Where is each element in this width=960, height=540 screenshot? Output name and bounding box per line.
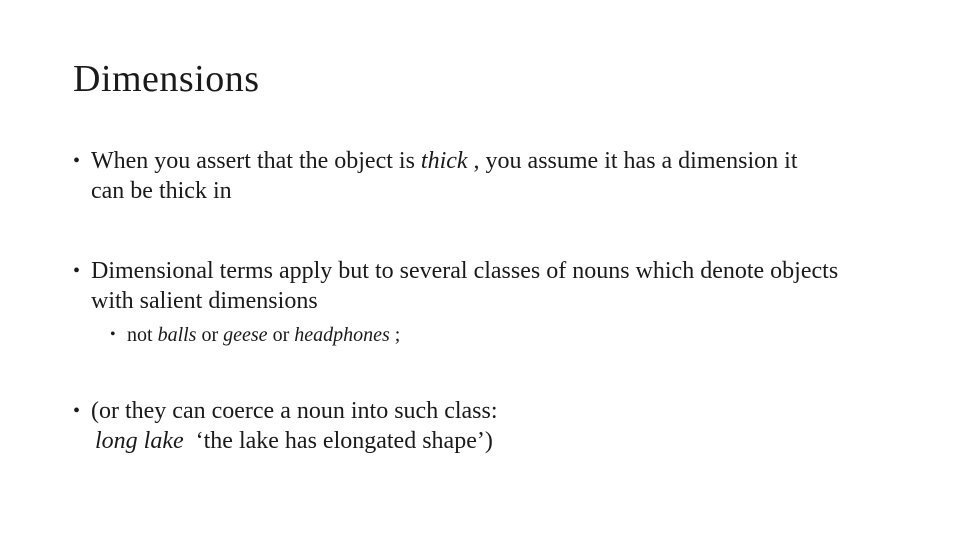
- bullet-text-part: , you assume it has a dimension it can be thick in: [91, 148, 798, 204]
- bullet-item: [73, 396, 673, 456]
- sub-bullet-item: [110, 322, 400, 348]
- bullet-dot: •: [73, 400, 81, 422]
- sub-bullet-text-part: not: [127, 324, 158, 346]
- sub-bullet-text-italic: headphones: [294, 324, 390, 346]
- sub-bullet-text-part: or: [196, 324, 224, 346]
- slide-title: Dimensions: [73, 58, 260, 100]
- bullet-text: Dimensional terms apply but to several classes of nouns which denote objects with salient dimensions: [91, 258, 839, 314]
- bullet-dot: •: [73, 150, 81, 172]
- bullet-dot: •: [73, 260, 81, 282]
- sub-bullet-text-part: ;: [389, 324, 401, 346]
- bullet-text: [91, 146, 833, 206]
- bullet-item: [73, 256, 853, 316]
- sub-bullet-text-italic: geese: [223, 324, 268, 346]
- bullet-text-italic: long lake: [95, 428, 184, 454]
- sub-bullet-text-italic: balls: [157, 324, 197, 346]
- bullet-item: [73, 146, 833, 206]
- bullet-text-line2: [95, 426, 673, 456]
- sub-bullet-text-part: or: [267, 324, 295, 346]
- sub-bullet-text: [127, 322, 400, 348]
- bullet-text-part: ‘the lake has elongated shape’): [189, 428, 493, 454]
- sub-bullet-dot: •: [110, 326, 116, 343]
- bullet-text: (or they can coerce a noun into such class:: [91, 398, 498, 424]
- bullet-text-italic: thick: [420, 148, 468, 174]
- bullet-text-part: When you assert that the object is: [91, 148, 421, 174]
